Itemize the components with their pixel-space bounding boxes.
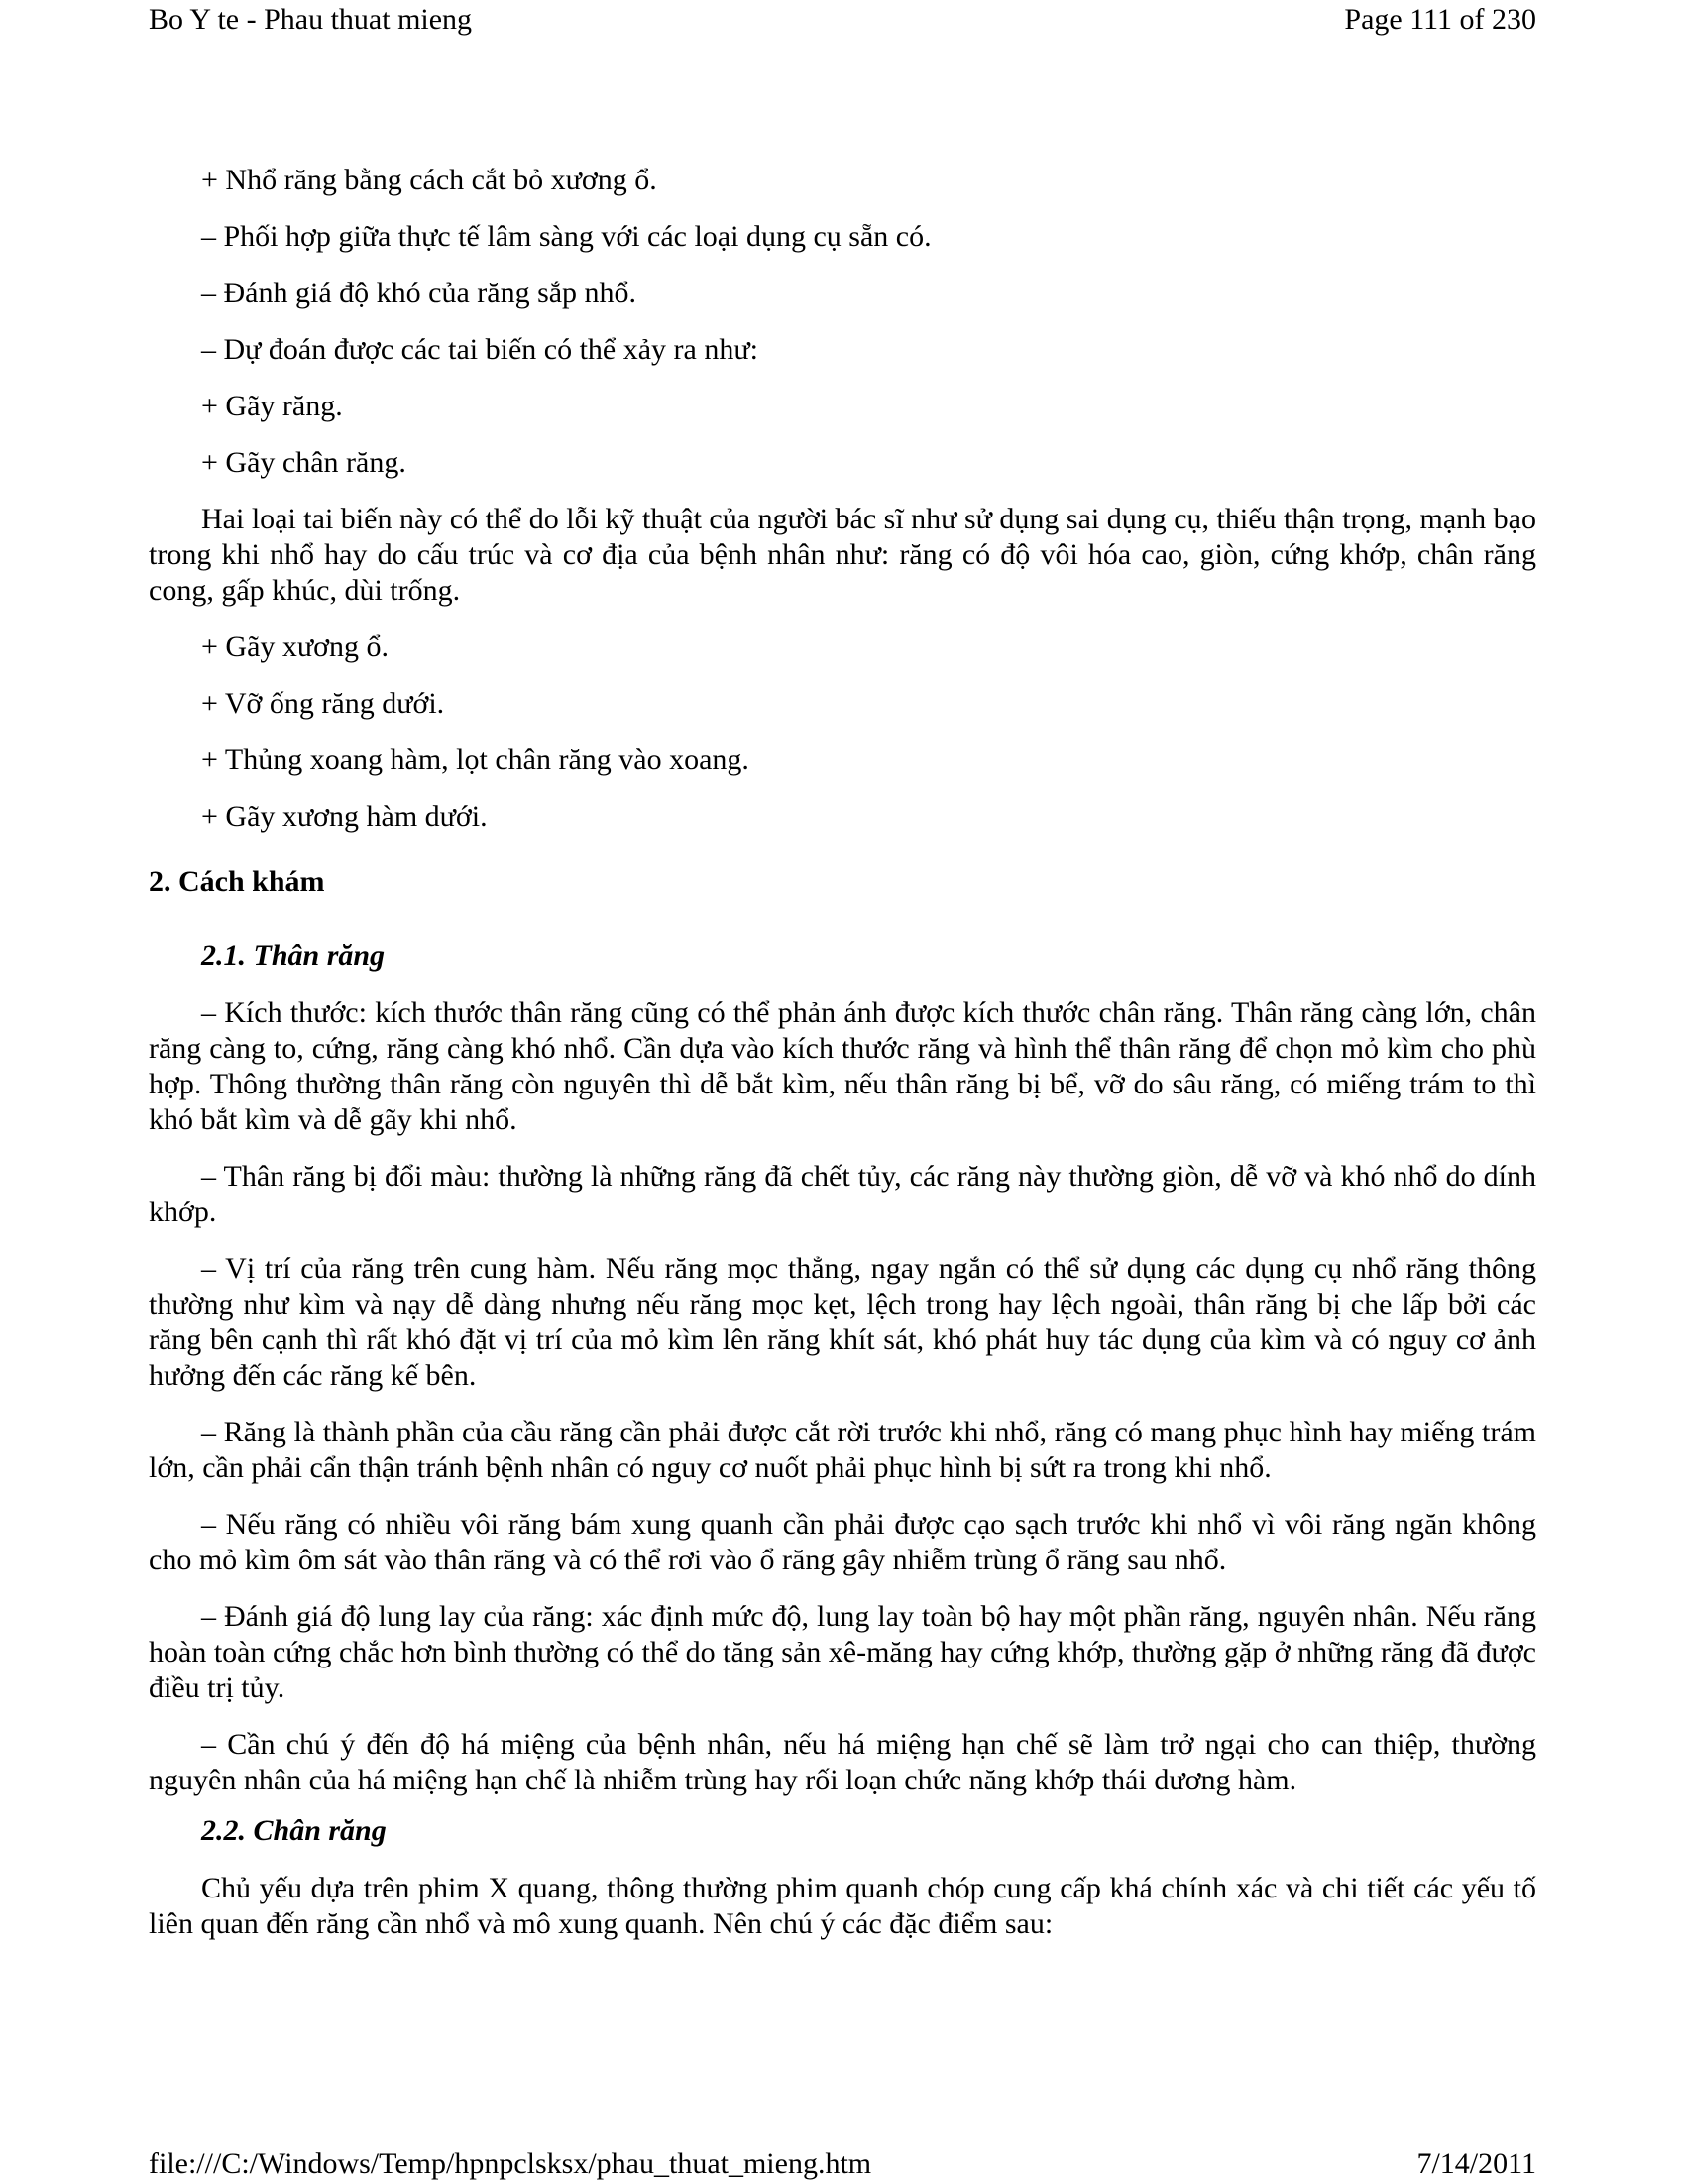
paragraph-complications: Hai loại tai biến này có thể do lỗi kỹ thuật của người bác sĩ như sử dụng sai dụng cụ, thiếu thận trọng, mạnh bạo trong khi nhổ hay do cấu trúc và cơ địa của bệnh nhân như: răng có độ vôi hóa cao, giòn, cứng khớp, chân răng cong, gấp khúc, dùi trống. [149, 503, 1536, 607]
list-item: + Gãy răng. [201, 390, 343, 422]
subsection-heading: 2.2. Chân răng [201, 1814, 387, 1847]
print-date: 7/14/2011 [1416, 2147, 1536, 2180]
paragraph: – Răng là thành phần của cầu răng cần phải được cắt rời trước khi nhổ, răng có mang phục hình hay miếng trám lớn, cần phải cẩn thận tránh bệnh nhân có nguy cơ nuốt phải phục hình bị sứt ra trong khi nhổ. [149, 1416, 1536, 1484]
subsection-heading: 2.1. Thân răng [201, 939, 386, 972]
list-item: + Vỡ ống răng dưới. [201, 687, 445, 720]
paragraph: – Cần chú ý đến độ há miệng của bệnh nhân, nếu há miệng hạn chế sẽ làm trở ngại cho can thiệp, thường nguyên nhân của há miệng hạn chế là nhiễm trùng hay rối loạn chức năng khớp thái dương hàm. [149, 1728, 1536, 1796]
paragraph: Chủ yếu dựa trên phim X quang, thông thường phim quanh chóp cung cấp khá chính xác và chi tiết các yếu tố liên quan đến răng cần nhổ và mô xung quanh. Nên chú ý các đặc điểm sau: [149, 1872, 1536, 1940]
list-item: + Gãy chân răng. [201, 446, 406, 479]
paragraph: – Vị trí của răng trên cung hàm. Nếu răng mọc thẳng, ngay ngắn có thể sử dụng các dụng cụ nhổ răng thông thường như kìm và nạy dễ dàng nhưng nếu răng mọc kẹt, lệch trong hay lệch ngoài, thân răng bị che lấp bởi các răng bên cạnh thì rất khó đặt vị trí của mỏ kìm lên răng khít sát, khó phát huy tác dụng của kìm và có nguy cơ ảnh hưởng đến các răng kế bên. [149, 1252, 1536, 1392]
list-item: + Gãy xương hàm dưới. [201, 800, 488, 833]
paragraph: – Đánh giá độ lung lay của răng: xác định mức độ, lung lay toàn bộ hay một phần răng, nguyên nhân. Nếu răng hoàn toàn cứng chắc hơn bình thường có thể do tăng sản xê-măng hay cứng khớp, thường gặp ở những răng đã được điều trị tủy. [149, 1600, 1536, 1704]
document-title: Bo Y te - Phau thuat mieng [149, 3, 473, 36]
paragraph: – Thân răng bị đổi màu: thường là những răng đã chết tủy, các răng này thường giòn, dễ vỡ và khó nhổ do dính khớp. [149, 1160, 1536, 1228]
page-footer [149, 2144, 1536, 2184]
paragraph: – Kích thước: kích thước thân răng cũng có thể phản ánh được kích thước chân răng. Thân răng càng lớn, chân răng càng to, cứng, răng càng khó nhổ. Cần dựa vào kích thước răng và hình thể thân răng để chọn mỏ kìm cho phù hợp. Thông thường thân răng còn nguyên thì dễ bắt kìm, nếu thân răng bị bể, vỡ do sâu răng, có miếng trám to thì khó bắt kìm và dễ gãy khi nhổ. [149, 996, 1536, 1136]
document-body [149, 163, 1536, 1963]
list-item: – Phối hợp giữa thực tế lâm sàng với các loại dụng cụ sẵn có. [201, 220, 932, 253]
page-number: Page 111 of 230 [1344, 3, 1536, 36]
list-item: – Đánh giá độ khó của răng sắp nhổ. [201, 277, 637, 309]
list-item: + Nhổ răng bằng cách cắt bỏ xương ổ. [201, 164, 657, 196]
list-item: + Gãy xương ổ. [201, 631, 390, 663]
list-item: + Thủng xoang hàm, lọt chân răng vào xoang. [201, 744, 749, 776]
list-item: – Dự đoán được các tai biến có thể xảy ra như: [201, 333, 758, 366]
page-header [149, 0, 1536, 40]
paragraph: – Nếu răng có nhiều vôi răng bám xung quanh cần phải được cạo sạch trước khi nhổ vì vôi răng ngăn không cho mỏ kìm ôm sát vào thân răng và có thể rơi vào ổ răng gây nhiễm trùng ổ răng sau nhổ. [149, 1508, 1536, 1576]
file-path: file:///C:/Windows/Temp/hpnpclsksx/phau_thuat_mieng.htm [149, 2147, 872, 2180]
section-heading: 2. Cách khám [149, 865, 325, 898]
